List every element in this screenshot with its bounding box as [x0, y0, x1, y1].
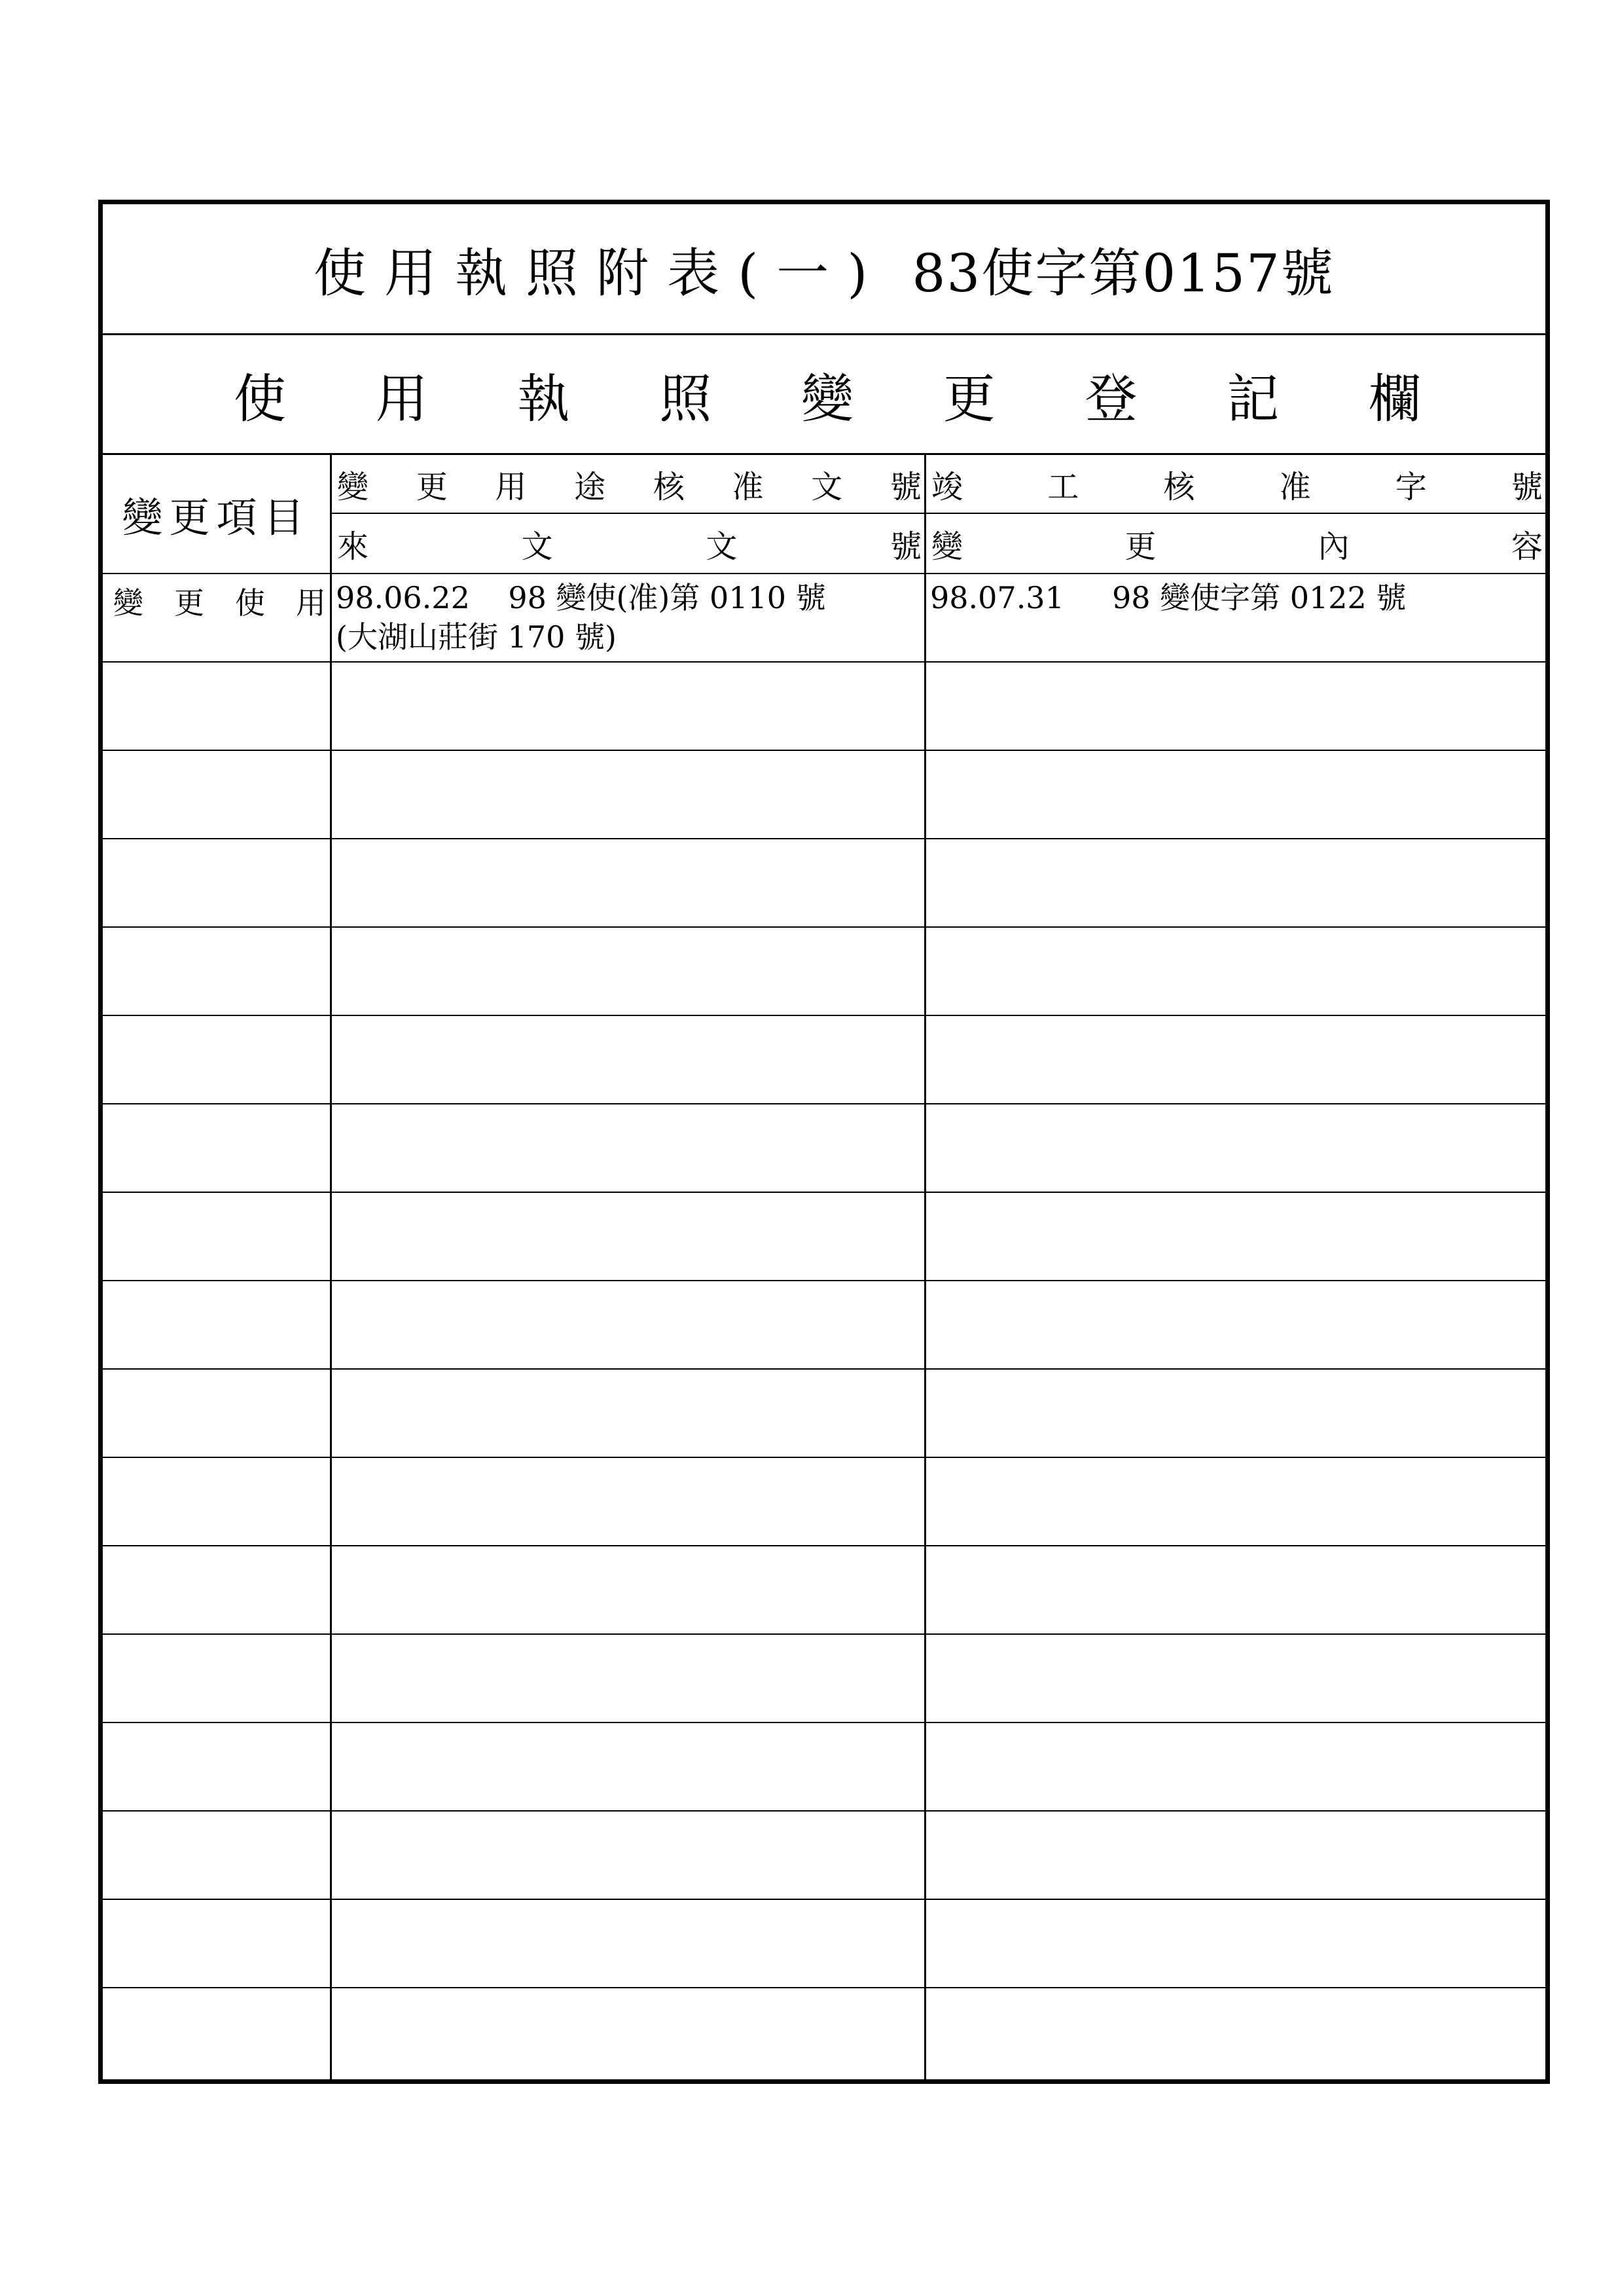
header-char: 文 — [811, 468, 843, 505]
table-row — [103, 1988, 1545, 2079]
subtitle-char: 變 — [801, 368, 854, 429]
table-row — [103, 1370, 1545, 1458]
table-row — [103, 839, 1545, 928]
change-item-cell — [103, 1193, 332, 1280]
subtitle-char: 記 — [1227, 368, 1280, 429]
table-row — [103, 1723, 1545, 1812]
header-approval-doc-top — [332, 455, 924, 514]
header-char: 竣 — [931, 468, 963, 505]
change-item-cell — [103, 1281, 332, 1368]
subtitle-char: 執 — [517, 368, 570, 429]
table-row — [103, 751, 1545, 839]
table-row — [103, 1281, 1545, 1370]
subtitle-char: 使 — [234, 368, 286, 429]
approval-doc-cell — [332, 1988, 926, 2079]
header-change-item — [103, 455, 332, 573]
item-char: 使 — [235, 585, 265, 621]
change-item-cell — [103, 839, 332, 926]
completion-cell — [926, 1546, 1545, 1633]
table-row — [103, 1635, 1545, 1723]
completion-line: 98.07.31 98 變使字第 0122 號 — [930, 580, 1407, 615]
completion-cell — [926, 663, 1545, 750]
change-item-text — [103, 574, 330, 623]
item-char: 更 — [174, 585, 204, 621]
approval-doc-line: 98.06.22 98 變使(准)第 0110 號 — [336, 580, 826, 615]
header-char: 更 — [416, 468, 448, 505]
approval-doc-cell — [332, 1723, 926, 1810]
completion-cell — [926, 839, 1545, 926]
completion-cell — [926, 928, 1545, 1015]
header-char: 容 — [1511, 528, 1543, 565]
table-row — [103, 1546, 1545, 1635]
header-char: 准 — [1279, 468, 1311, 505]
completion-cell — [926, 1723, 1545, 1810]
header-completion — [926, 455, 1545, 573]
completion-cell — [926, 1370, 1545, 1457]
approval-doc-address: (大湖山莊街 170 號) — [336, 619, 617, 655]
license-number: 83使字第0157號 — [912, 243, 1335, 304]
change-item-cell — [103, 1723, 332, 1810]
header-char: 用 — [495, 468, 527, 505]
completion-cell — [926, 1635, 1545, 1722]
change-item-cell — [103, 1458, 332, 1545]
change-item-cell — [103, 751, 332, 838]
change-item-cell — [103, 574, 332, 661]
completion-cell — [926, 1193, 1545, 1280]
completion-cell — [926, 1900, 1545, 1987]
table-row — [103, 1900, 1545, 1988]
change-item-cell — [103, 1016, 332, 1103]
header-char: 內 — [1318, 528, 1350, 565]
table-row — [103, 1812, 1545, 1900]
approval-doc-cell — [332, 1812, 926, 1899]
header-char: 號 — [890, 528, 922, 565]
table-row — [103, 1193, 1545, 1281]
header-char: 變 — [931, 528, 963, 565]
header-char: 准 — [732, 468, 764, 505]
change-item-cell — [103, 1988, 332, 2079]
change-item-cell — [103, 1812, 332, 1899]
change-item-cell — [103, 1546, 332, 1633]
header-char: 核 — [653, 468, 685, 505]
subtitle-char: 用 — [375, 368, 428, 429]
header-completion-bottom — [926, 514, 1545, 573]
subtitle-char: 照 — [659, 368, 712, 429]
completion-cell — [926, 1016, 1545, 1103]
header-char: 變 — [337, 468, 369, 505]
change-item-cell — [103, 1900, 332, 1987]
completion-cell — [926, 1104, 1545, 1192]
completion-cell — [926, 574, 1545, 661]
approval-doc-cell — [332, 1900, 926, 1987]
approval-doc-cell — [332, 1281, 926, 1368]
header-char: 文 — [706, 528, 738, 565]
completion-cell — [926, 1458, 1545, 1545]
header-char: 字 — [1395, 468, 1427, 505]
header-char: 文 — [521, 528, 553, 565]
header-char: 來 — [337, 528, 369, 565]
table-row — [103, 1104, 1545, 1193]
subtitle-char: 欄 — [1369, 368, 1421, 429]
completion-cell — [926, 751, 1545, 838]
approval-doc-cell — [332, 1370, 926, 1457]
form-title-main: 使用執照附表(一) — [314, 243, 886, 304]
approval-doc-cell — [332, 839, 926, 926]
table-row — [103, 928, 1545, 1016]
table-row — [103, 663, 1545, 751]
completion-cell — [926, 1812, 1545, 1899]
completion-cell — [926, 1988, 1545, 2079]
header-char: 核 — [1163, 468, 1195, 505]
change-item-cell — [103, 663, 332, 750]
entries-table — [103, 574, 1545, 2079]
header-char: 號 — [890, 468, 922, 505]
header-char: 途 — [574, 468, 606, 505]
header-char: 更 — [1124, 528, 1157, 565]
license-form — [98, 200, 1550, 2084]
header-approval-doc-bottom — [332, 514, 924, 573]
header-approval-doc — [332, 455, 926, 573]
subtitle-char: 登 — [1085, 368, 1138, 429]
approval-doc-cell — [332, 663, 926, 750]
table-row — [103, 1458, 1545, 1546]
item-char: 用 — [296, 585, 326, 621]
approval-doc-cell — [332, 1458, 926, 1545]
table-row — [103, 1016, 1545, 1104]
approval-doc-cell — [332, 1193, 926, 1280]
change-item-cell — [103, 1104, 332, 1192]
change-item-cell — [103, 1635, 332, 1722]
approval-doc-cell — [332, 1104, 926, 1192]
approval-doc-cell — [332, 1546, 926, 1633]
item-char: 變 — [113, 585, 143, 621]
header-completion-top — [926, 455, 1545, 514]
header-char: 號 — [1511, 468, 1543, 505]
approval-doc-cell — [332, 928, 926, 1015]
subtitle-char: 更 — [943, 368, 996, 429]
header-char: 工 — [1047, 468, 1079, 505]
change-item-cell — [103, 928, 332, 1015]
approval-doc-cell — [332, 1635, 926, 1722]
form-title — [103, 204, 1545, 335]
completion-cell — [926, 1281, 1545, 1368]
change-item-cell — [103, 1370, 332, 1457]
table-row — [103, 574, 1545, 663]
header-change-item-label: 變更項目 — [122, 493, 311, 541]
approval-doc-cell — [332, 574, 926, 661]
approval-doc-cell — [332, 1016, 926, 1103]
approval-doc-cell — [332, 751, 926, 838]
form-subtitle — [103, 335, 1545, 455]
